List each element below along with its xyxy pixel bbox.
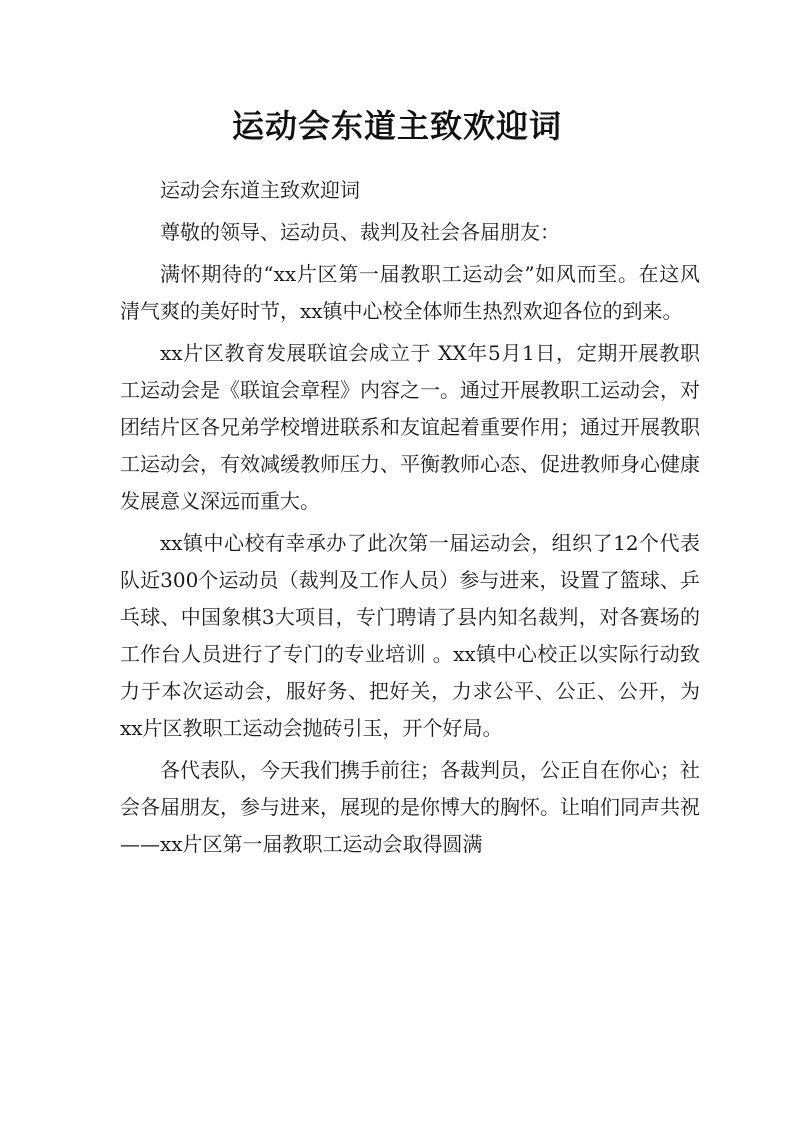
paragraph-welcome: 满怀期待的“xx片区第一届教职工运动会”如风而至。在这风清气爽的美好时节，xx镇中心校全体师生热烈欢迎各位的到来。 <box>120 262 700 323</box>
document-title: 运动会东道主致欢迎词 <box>231 107 562 145</box>
paragraph-organization: xx镇中心校有幸承办了此次第一届运动会，组织了12个代表队近300个运动员（裁判及工作人员）参与进来，设置了篮球、乒乓球、中国象棋3大项目，专门聘请了县内知名裁判，对各赛场的工作台人员进行了专门的专业培训 。xx镇中心校正以实际行动致力于本次运动会，服好务、把好关，力求公平、公正、公开，为xx片区教职工运动会抛砖引玉，开个好局。 <box>120 531 700 740</box>
paragraph-background: xx片区教育发展联谊会成立于 XX年5月1日，定期开展教职工运动会是《联谊会章程》内容之一。通过开展教职工运动会，对团结片区各兄弟学校增进联系和友谊起着重要作用；通过开展教职工运动会，有效减缓教师压力、平衡教师心态、促进教师身心健康发展意义深远而重大。 <box>120 341 700 513</box>
document-body <box>120 172 700 868</box>
paragraph-subtitle: 运动会东道主致欢迎词 <box>160 178 360 202</box>
paragraph-salutation: 尊敬的领导、运动员、裁判及社会各届朋友： <box>160 220 560 244</box>
paragraph-closing: 各代表队，今天我们携手前往；各裁判员，公正自在你心；社会各届朋友，参与进来，展现的是你博大的胸怀。让咱们同声共祝——xx片区第一届教职工运动会取得圆满 <box>120 758 700 856</box>
